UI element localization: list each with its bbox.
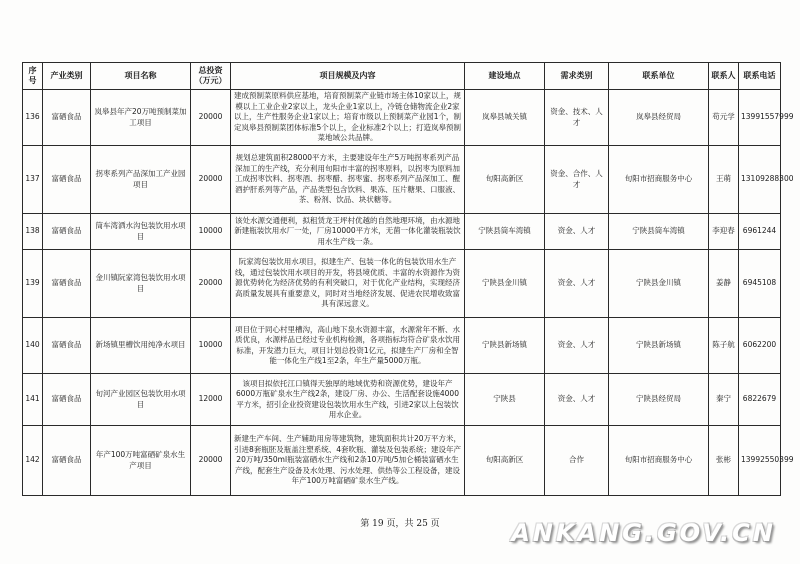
row-category: 富硒食品 bbox=[43, 146, 91, 214]
row-unit: 旬阳市招商服务中心 bbox=[609, 426, 709, 496]
row-phone: 6961244 bbox=[739, 214, 781, 250]
row-invest: 20000 bbox=[191, 146, 231, 214]
row-location: 宁陕县 bbox=[465, 374, 545, 426]
row-name: 拐枣系列产品深加工产业园项目 bbox=[91, 146, 191, 214]
row-demand: 资金、人才 bbox=[545, 318, 609, 374]
row-unit: 岚皋县经贸局 bbox=[609, 90, 709, 146]
row-desc: 新建生产车间、生产辅助用房等建筑物，建筑面积共计20万平方米，引进8套瓶胚及瓶盖注塑系统、4套吹瓶、灌装及包装系统；建设年产20万吨/350ml瓶装富硒水生产线和2条10万吨/5加仑桶装富硒水生产线，配套生产设备及水处理、污水处理、供热等公工程设备，建设年产100万吨富硒矿泉水生产线。 bbox=[231, 426, 465, 496]
row-no: 139 bbox=[23, 250, 43, 318]
header-category: 产业类别 bbox=[43, 63, 91, 90]
row-phone: 6062200 bbox=[739, 318, 781, 374]
row-desc: 项目位于同心村里槽沟，高山地下泉水资源丰富，水源常年不断、水质优良，水源样品已经过专业机构检测，各项指标均符合矿泉水饮用标准，开发潜力巨大，项目计划总投资1亿元，拟建生产厂房和全智能一体化生产线1至2条，年生产量5000万瓶。 bbox=[231, 318, 465, 374]
project-table bbox=[22, 62, 794, 496]
row-phone: 13992550399 bbox=[739, 426, 781, 496]
row-contact: 秦宁 bbox=[709, 374, 739, 426]
row-category: 富硒食品 bbox=[43, 90, 91, 146]
row-no: 137 bbox=[23, 146, 43, 214]
header-phone: 联系电话 bbox=[739, 63, 781, 90]
row-no: 140 bbox=[23, 318, 43, 374]
table-row bbox=[23, 146, 781, 214]
row-location: 岚皋县城关镇 bbox=[465, 90, 545, 146]
row-category: 富硒食品 bbox=[43, 374, 91, 426]
row-no: 141 bbox=[23, 374, 43, 426]
row-location: 宁陕县筒车湾镇 bbox=[465, 214, 545, 250]
row-invest: 20000 bbox=[191, 90, 231, 146]
row-unit: 宁陕县经贸局 bbox=[609, 374, 709, 426]
row-contact: 王萌 bbox=[709, 146, 739, 214]
row-contact: 苟元学 bbox=[709, 90, 739, 146]
row-invest: 20000 bbox=[191, 426, 231, 496]
row-invest: 10000 bbox=[191, 214, 231, 250]
row-demand: 资金、技术、人才 bbox=[545, 90, 609, 146]
row-desc: 建成预制菜原料供应基地，培育预制菜产业链市场主体10家以上，规模以上工业企业2家以上，龙头企业1家以上，冷链仓储物流企业2家以上，生产性服务企业1家以上；培育市级以上预制菜产业园1个，制定岚皋县预制菜团体标准5个以上，企业标准2个以上；打造岚皋预制菜地域公共品牌。 bbox=[231, 90, 465, 146]
table-row bbox=[23, 426, 781, 496]
row-location: 宁陕县新场镇 bbox=[465, 318, 545, 374]
header-location: 建设地点 bbox=[465, 63, 545, 90]
row-name: 筒车湾洒水沟包装饮用水项目 bbox=[91, 214, 191, 250]
row-name: 金川镇阮家湾包装饮用水项目 bbox=[91, 250, 191, 318]
row-phone: 13109288300 bbox=[739, 146, 781, 214]
row-demand: 资金、人才 bbox=[545, 374, 609, 426]
row-desc: 阮家湾包装饮用水项目，拟建生产、包装一体化的包装饮用水生产线，通过包装饮用水项目的开发，将县境优质、丰富的水资源作为资源优势转化为经济优势的有利突破口，对于优化产业结构，实现经济高质量发展具有重要意义，同时对当地经济发展、促进农民增收致富具有深远意义。 bbox=[231, 250, 465, 318]
row-phone: 6822679 bbox=[739, 374, 781, 426]
row-phone: 6945108 bbox=[739, 250, 781, 318]
table-row bbox=[23, 250, 781, 318]
row-invest: 10000 bbox=[191, 318, 231, 374]
row-contact: 张彬 bbox=[709, 426, 739, 496]
header-invest: 总投资（万元） bbox=[191, 63, 231, 90]
header-name: 项目名称 bbox=[91, 63, 191, 90]
row-phone: 13991557999 bbox=[739, 90, 781, 146]
header-demand: 需求类别 bbox=[545, 63, 609, 90]
row-demand: 资金、人才 bbox=[545, 214, 609, 250]
header-no: 序号 bbox=[23, 63, 43, 90]
row-contact: 姜静 bbox=[709, 250, 739, 318]
row-unit: 宁陕县筒车湾镇 bbox=[609, 214, 709, 250]
row-name: 新场镇里槽饮用纯净水项目 bbox=[91, 318, 191, 374]
row-no: 142 bbox=[23, 426, 43, 496]
row-demand: 合作 bbox=[545, 426, 609, 496]
table-row bbox=[23, 318, 781, 374]
header-unit: 联系单位 bbox=[609, 63, 709, 90]
row-invest: 20000 bbox=[191, 250, 231, 318]
table-row bbox=[23, 90, 781, 146]
row-location: 旬阳高新区 bbox=[465, 146, 545, 214]
row-unit: 旬阳市招商服务中心 bbox=[609, 146, 709, 214]
site-watermark: ANKANG.GOV.CN bbox=[511, 519, 776, 547]
header-contact: 联系人 bbox=[709, 63, 739, 90]
row-no: 138 bbox=[23, 214, 43, 250]
row-location: 旬阳高新区 bbox=[465, 426, 545, 496]
row-category: 富硒食品 bbox=[43, 318, 91, 374]
table-row bbox=[23, 374, 781, 426]
row-demand: 资金、人才 bbox=[545, 250, 609, 318]
row-location: 宁陕县金川镇 bbox=[465, 250, 545, 318]
row-category: 富硒食品 bbox=[43, 426, 91, 496]
row-demand: 资金、合作、人才 bbox=[545, 146, 609, 214]
page-number: 第 19 页，共 25 页 bbox=[360, 519, 440, 529]
row-unit: 宁陕县金川镇 bbox=[609, 250, 709, 318]
row-category: 富硒食品 bbox=[43, 250, 91, 318]
row-name: 旬河产业园区包装饮用水项目 bbox=[91, 374, 191, 426]
row-name: 年产100万吨富硒矿泉水生产项目 bbox=[91, 426, 191, 496]
row-desc: 该项目拟依托江口镇得天独厚的地域优势和资源优势，建设年产6000万瓶矿泉水生产线2条，建设厂房、办公、生活配套设施4000平方米，招引企业投资建设包装饮用水生产线，引进2家以上包装饮用水企业。 bbox=[231, 374, 465, 426]
row-invest: 12000 bbox=[191, 374, 231, 426]
row-unit: 宁陕县新场镇 bbox=[609, 318, 709, 374]
row-desc: 规划总建筑面积28000平方米，主要建设年生产5万吨拐枣系列产品深加工的生产线，充分利用旬阳市丰富的拐枣原料，以拐枣为原料加工成拐枣饮料、拐枣酒、拐枣醋、拐枣蜜、拐枣系列产品深加工、醒酒护肝系列等产品，产品类型包含饮料、果冻、压片糖果、口服液、茶、粉剂、饮品、块状糖等。 bbox=[231, 146, 465, 214]
row-desc: 该处水源交通便利，拟租赁龙王坪村优越的自然地理环境，由水源地新建瓶装饮用水厂一处，厂房10000平方米，无菌一体化灌装瓶装饮用水生产线一条。 bbox=[231, 214, 465, 250]
row-name: 岚皋县年产20万吨预制菜加工项目 bbox=[91, 90, 191, 146]
row-contact: 陈子航 bbox=[709, 318, 739, 374]
row-category: 富硒食品 bbox=[43, 214, 91, 250]
row-contact: 李迎春 bbox=[709, 214, 739, 250]
table-row bbox=[23, 214, 781, 250]
row-no: 136 bbox=[23, 90, 43, 146]
header-desc: 项目规模及内容 bbox=[231, 63, 465, 90]
table-header-row bbox=[23, 63, 781, 90]
